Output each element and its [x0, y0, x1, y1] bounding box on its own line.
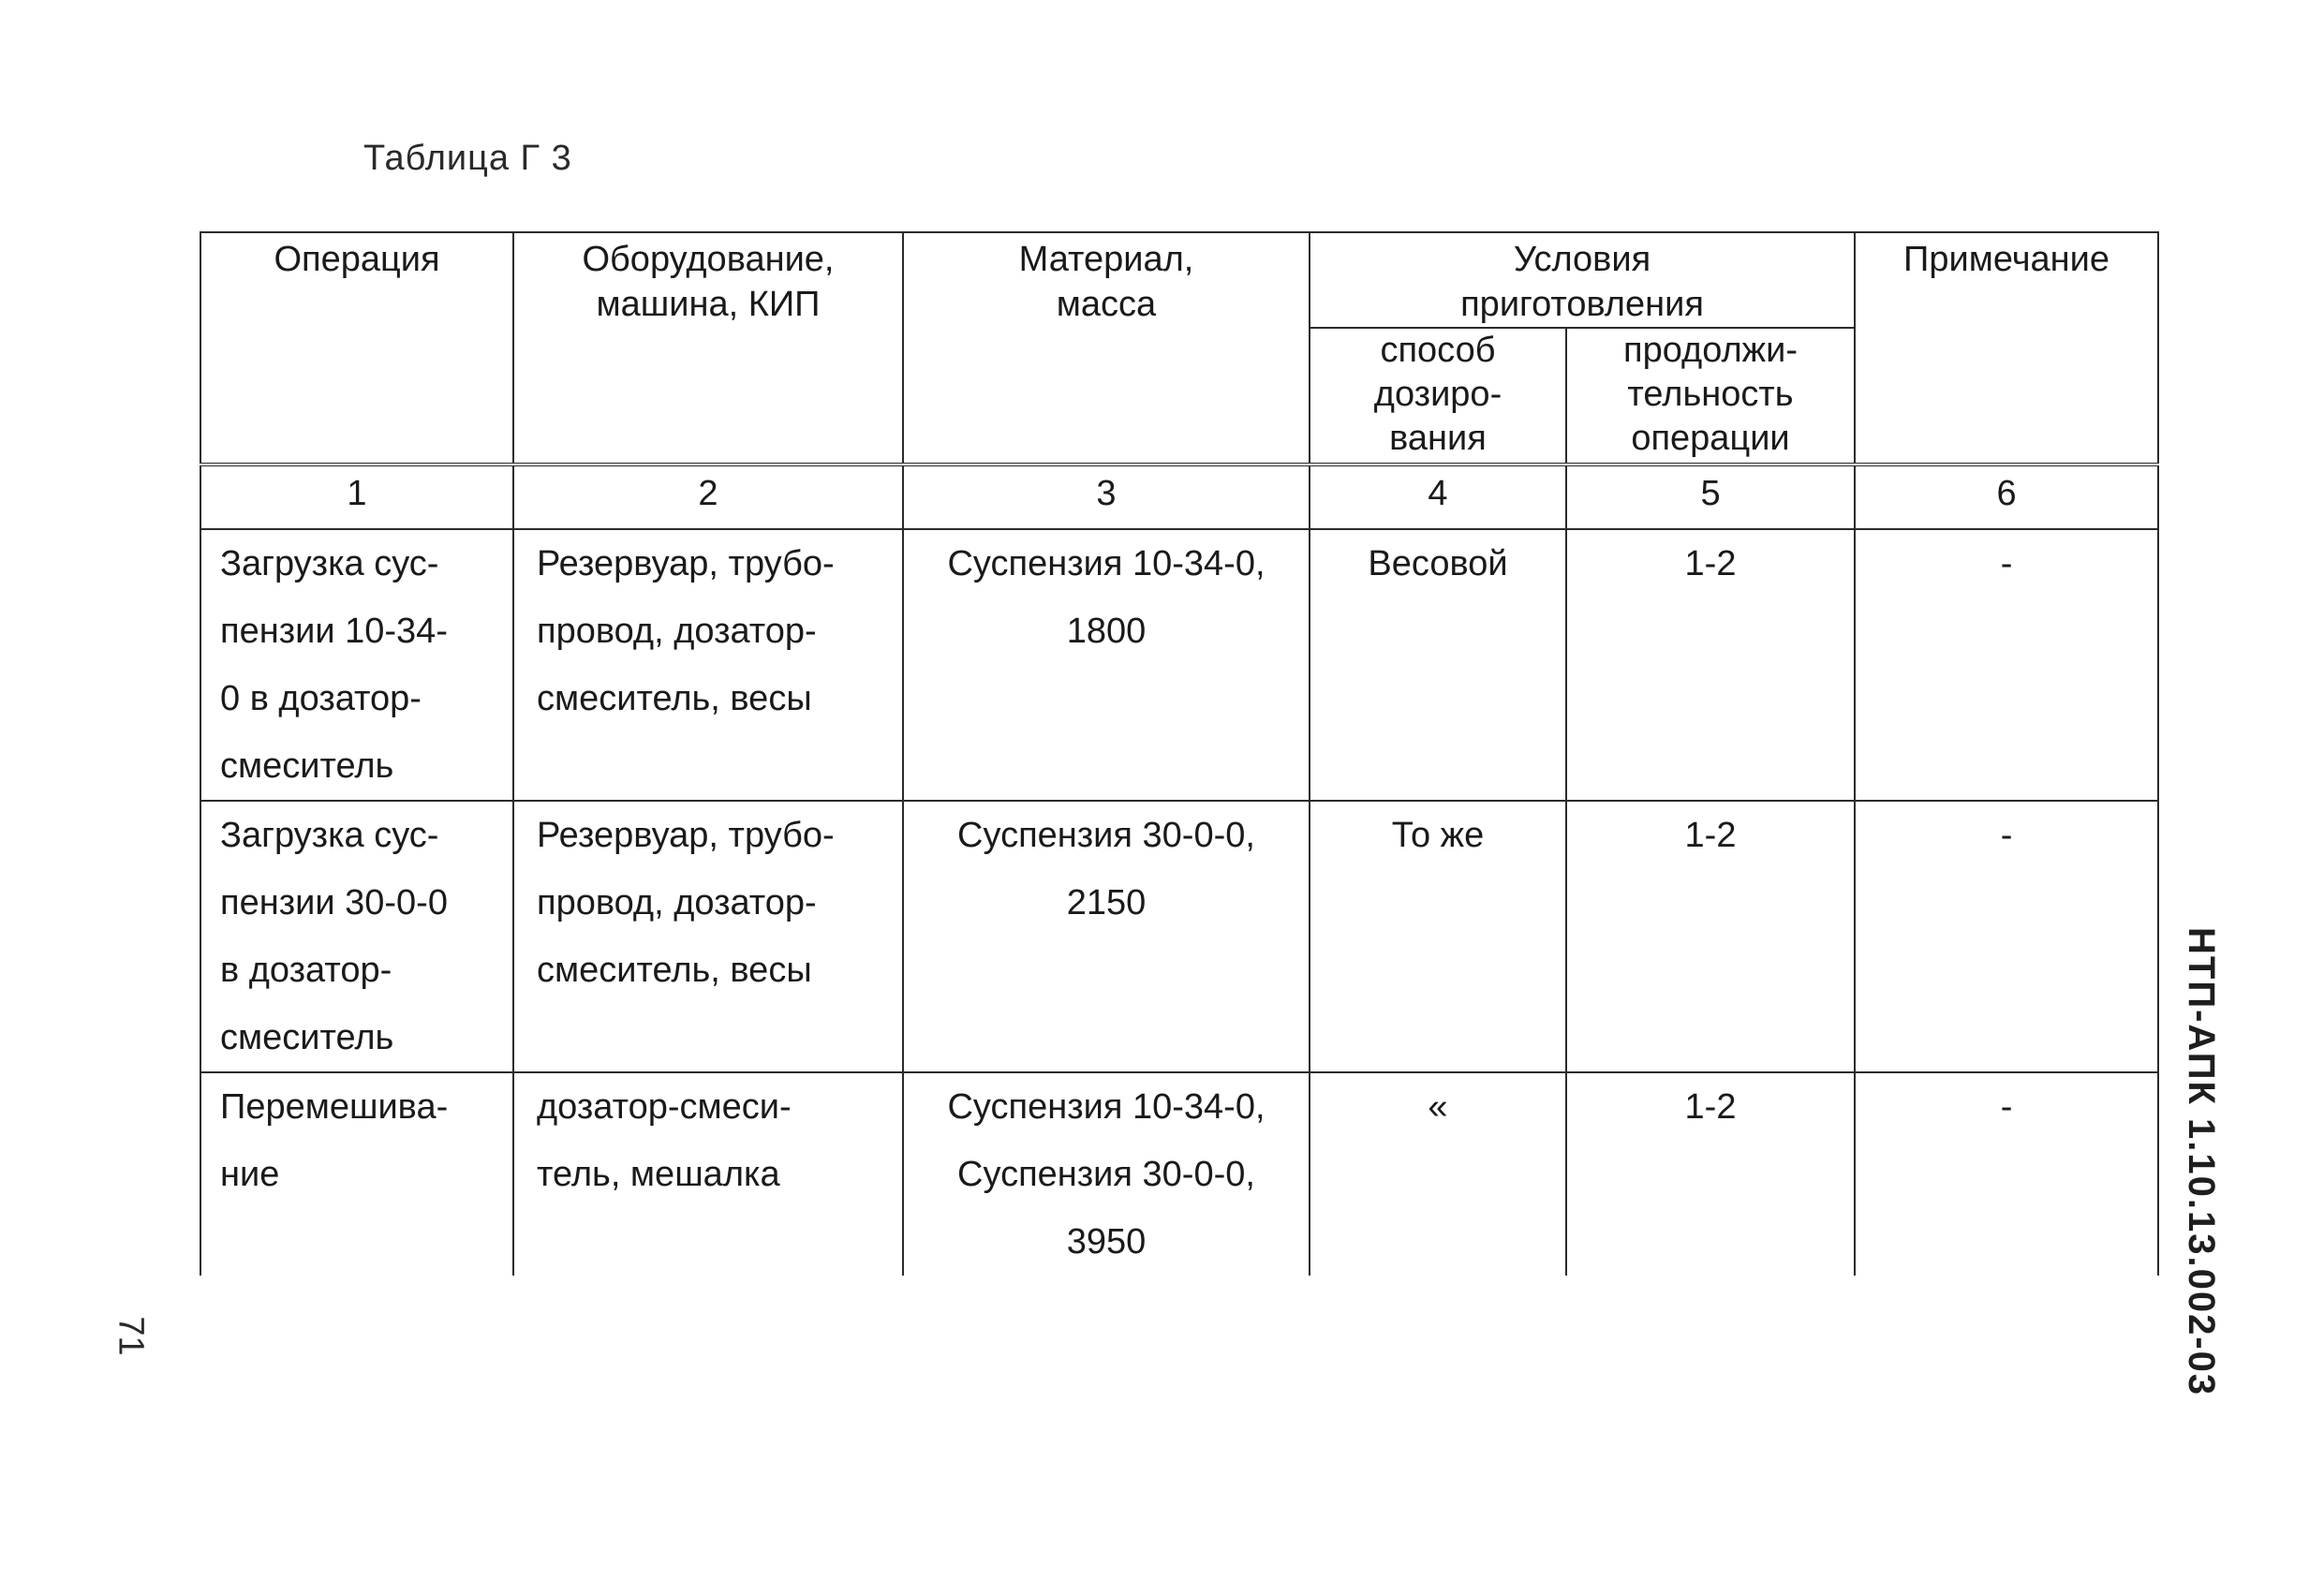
duration-cell: 1-2	[1566, 1072, 1855, 1276]
header-note: Примечание	[1855, 232, 2158, 465]
material-cell: Суспензия 30-0-0, 2150	[903, 801, 1310, 1072]
operation-cell: Загрузка сус- пензии 10-34- 0 в дозатор- смеситель	[200, 529, 513, 801]
column-number: 1	[200, 465, 513, 529]
duration-cell: 1-2	[1566, 801, 1855, 1072]
column-number: 4	[1310, 465, 1566, 529]
note-cell: -	[1855, 529, 2158, 801]
equipment-cell: Резервуар, трубо- провод, дозатор- смеситель, весы	[513, 529, 903, 801]
header-material: Материал, масса	[903, 232, 1310, 465]
header-equipment: Оборудование, машина, КИП	[513, 232, 903, 465]
dosing-cell: Весовой	[1310, 529, 1566, 801]
dosing-cell: То же	[1310, 801, 1566, 1072]
duration-cell: 1-2	[1566, 529, 1855, 801]
dosing-cell: «	[1310, 1072, 1566, 1276]
operation-cell: Перемешива- ние	[200, 1072, 513, 1276]
material-cell: Суспензия 10-34-0, Суспензия 30-0-0, 3950	[903, 1072, 1310, 1276]
operation-cell: Загрузка сус- пензии 30-0-0 в дозатор- смеситель	[200, 801, 513, 1072]
table-row	[200, 801, 2158, 1072]
header-conditions: Условия приготовления	[1310, 232, 1855, 328]
conditions-table	[200, 231, 2157, 1276]
table-row	[200, 1072, 2158, 1276]
equipment-cell: дозатор-смеси- тель, мешалка	[513, 1072, 903, 1276]
column-number: 6	[1855, 465, 2158, 529]
table-row	[200, 529, 2158, 801]
table-caption: Таблица Г 3	[363, 139, 572, 178]
header-row-1	[200, 232, 2158, 328]
material-cell: Суспензия 10-34-0, 1800	[903, 529, 1310, 801]
header-dosing-method: способ дозиро- вания	[1310, 328, 1566, 465]
header-operation: Операция	[200, 232, 513, 465]
equipment-cell: Резервуар, трубо- провод, дозатор- смеситель, весы	[513, 801, 903, 1072]
page-number: 71	[111, 1316, 151, 1356]
column-number: 2	[513, 465, 903, 529]
column-number: 5	[1566, 465, 1855, 529]
column-number: 3	[903, 465, 1310, 529]
note-cell: -	[1855, 801, 2158, 1072]
note-cell: -	[1855, 1072, 2158, 1276]
document-code: НТП-АПК 1.10.13.002-03	[2181, 927, 2222, 1397]
header-duration: продолжи- тельность операции	[1566, 328, 1855, 465]
column-number-row	[200, 465, 2158, 529]
